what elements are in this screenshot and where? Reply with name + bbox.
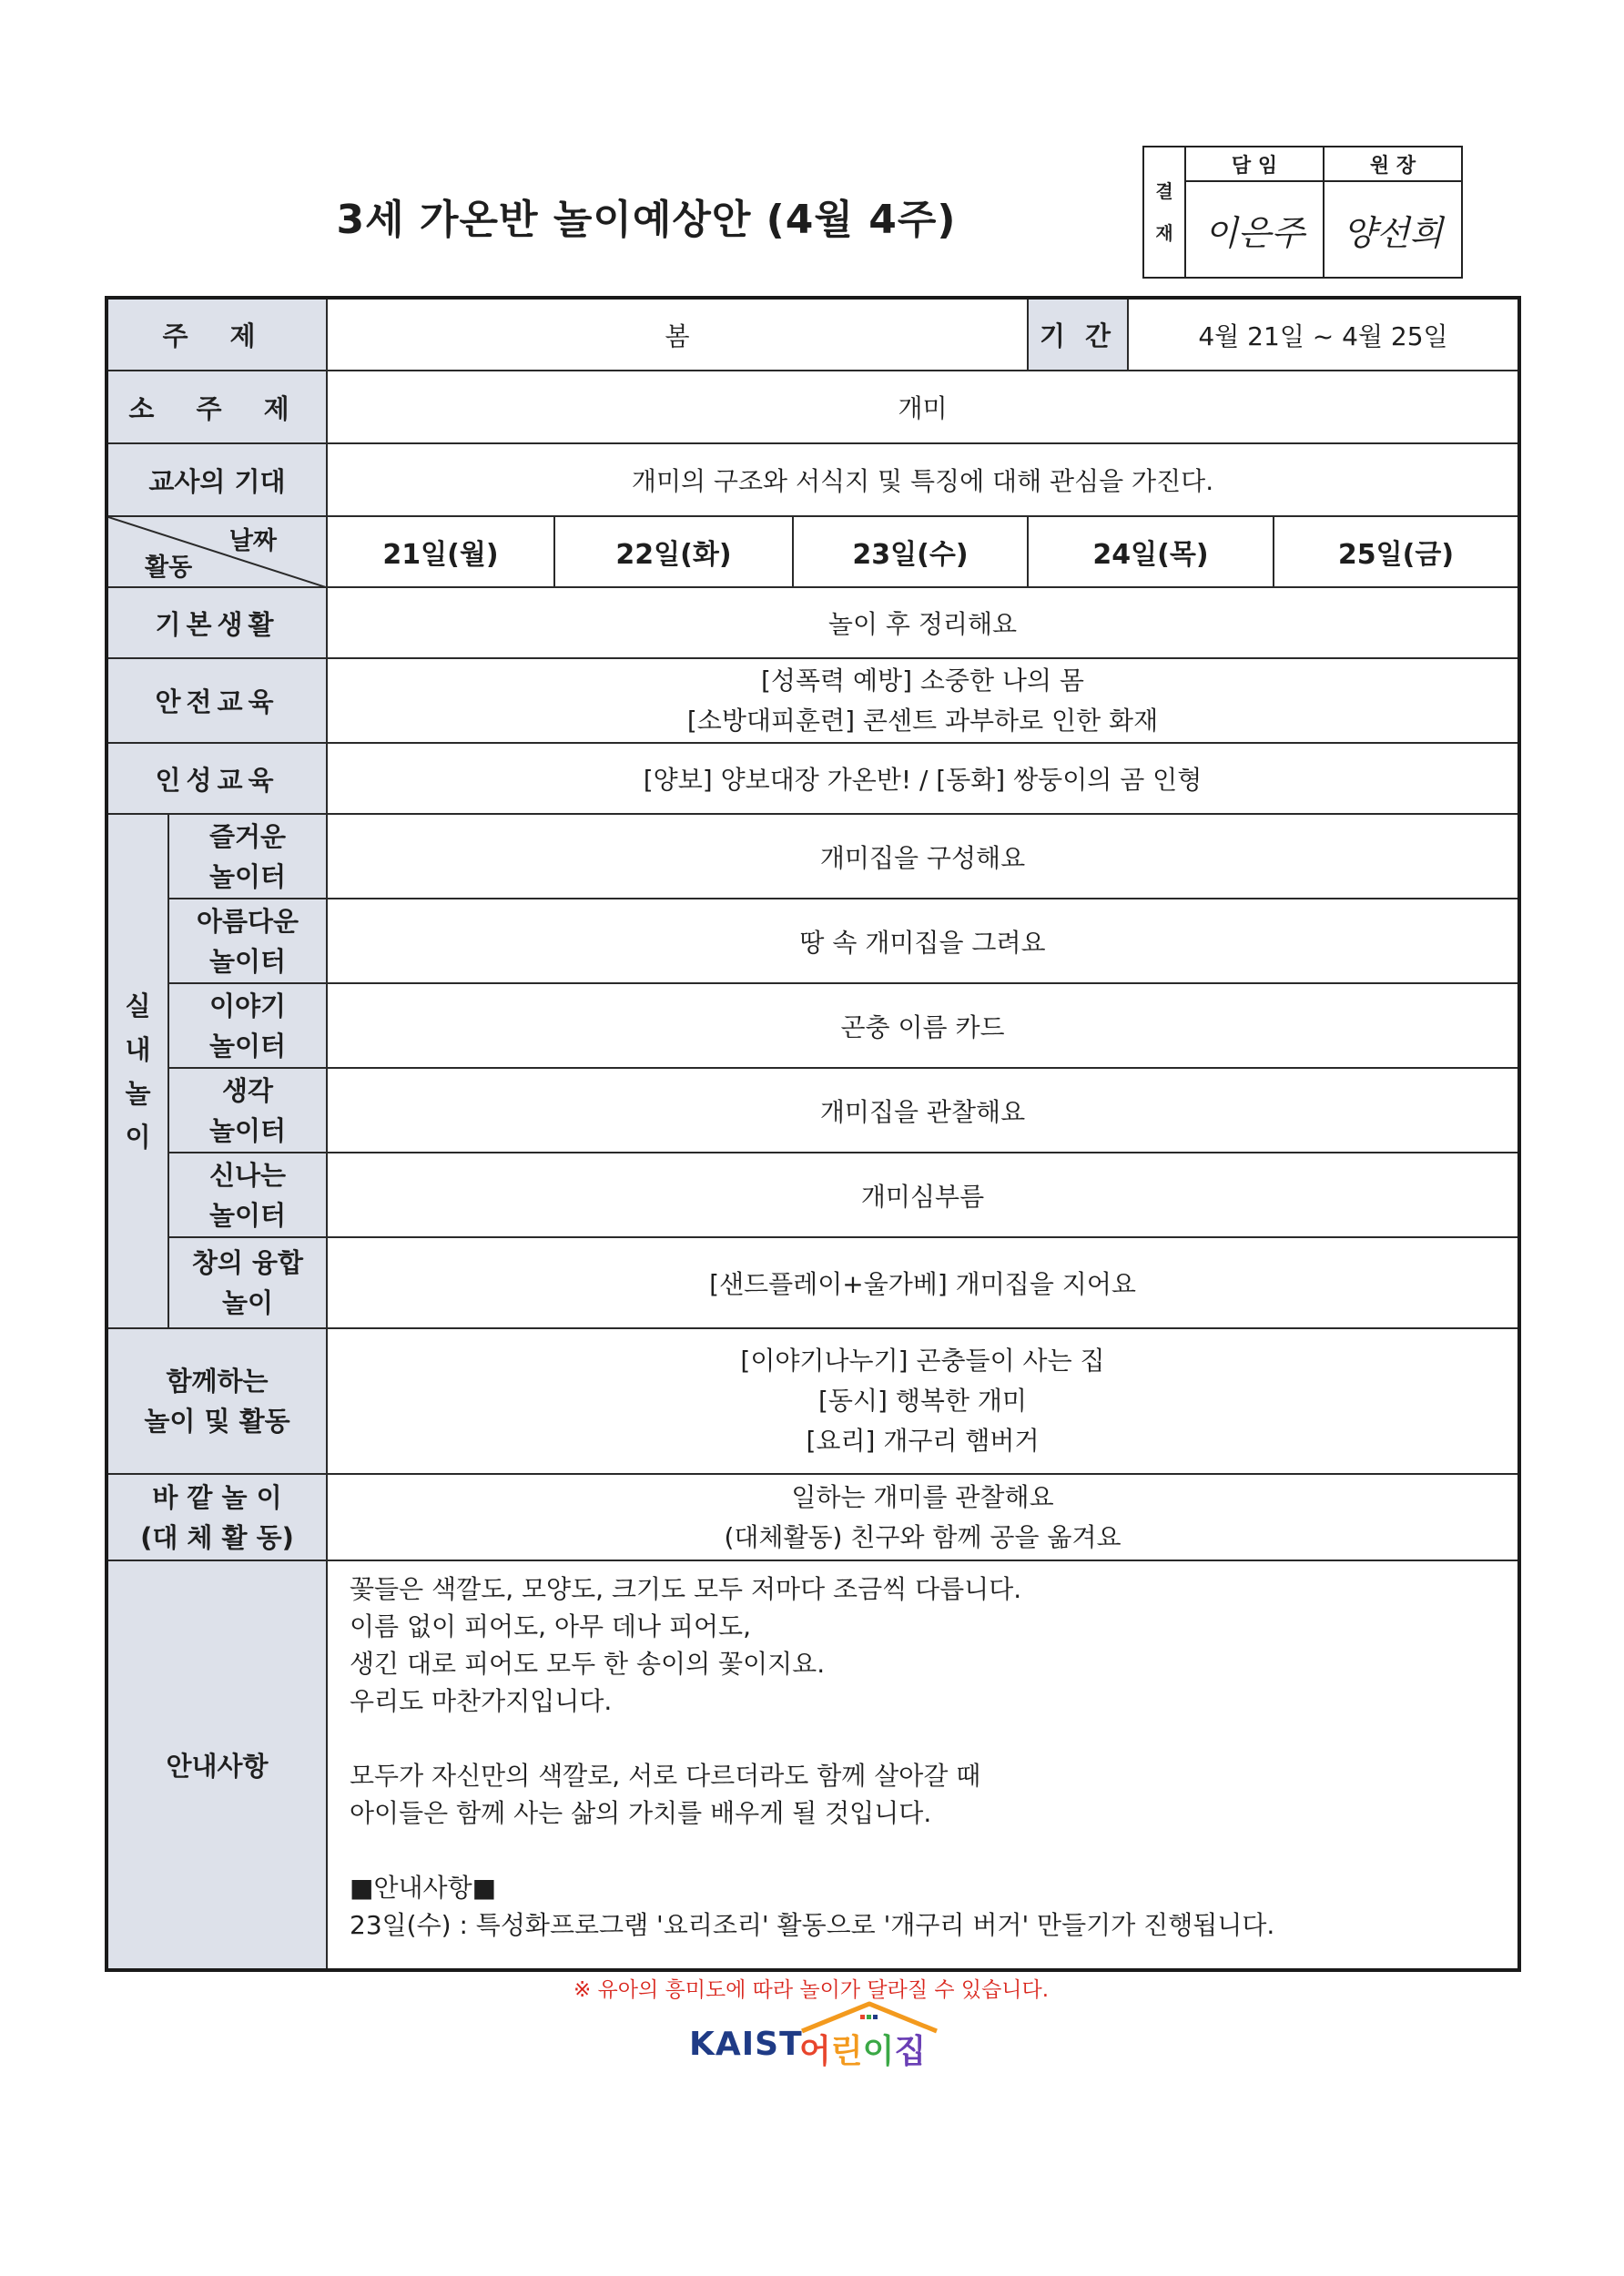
approval-side-label [1143, 147, 1185, 278]
indoor-zone-label [168, 899, 327, 983]
indoor-activity: 개미집을 구성해요 [327, 814, 1519, 899]
period-label: 기 간 [1028, 298, 1128, 371]
zone-line: 이야기 [208, 990, 287, 1021]
outdoor-line: (대체활동) 친구와 함께 공을 옮겨요 [724, 1521, 1122, 1552]
footnote: ※ 유아의 흥미도에 따라 놀이가 달라질 수 있습니다. [573, 1978, 1050, 2002]
indoor-activity: 땅 속 개미집을 그려요 [327, 899, 1519, 983]
together-row [107, 1328, 1519, 1474]
notice-line [350, 1720, 1496, 1757]
notice-line: 모두가 자신만의 색깔로, 서로 다르더라도 함께 살아갈 때 [350, 1761, 981, 1791]
approval-director-header: 원 장 [1324, 147, 1462, 181]
character-row [107, 743, 1519, 814]
indoor-label-char: 놀 [125, 1077, 151, 1109]
diagonal-line [108, 517, 329, 588]
logo-char: 집 [894, 2033, 927, 2070]
zone-line: 놀이 [221, 1287, 274, 1318]
notice-line: 꽃들은 색깔도, 모양도, 크기도 모두 저마다 조금씩 다릅니다. [350, 1574, 1022, 1604]
together-line: [요리] 개구리 햄버거 [806, 1426, 1040, 1456]
notice-line: 우리도 마찬가지입니다. [350, 1686, 613, 1716]
indoor-label-char: 이 [125, 1121, 151, 1153]
notice-line [350, 1832, 1496, 1869]
notice-line: 23일(수) : 특성화프로그램 '요리조리' 활동으로 '개구리 버거' 만들기가 진행됩니다. [350, 1910, 1275, 1940]
together-label [107, 1328, 327, 1474]
zone-line: 놀이터 [208, 1199, 287, 1231]
expectation-row [107, 443, 1519, 516]
teacher-signature: 이은주 [1185, 181, 1324, 278]
outdoor-label [107, 1474, 327, 1560]
subtheme-row [107, 371, 1519, 443]
basic-life-value: 놀이 후 정리해요 [327, 587, 1519, 658]
indoor-row-3 [107, 983, 1519, 1068]
indoor-zone-label [168, 814, 327, 899]
notice-row [107, 1560, 1519, 1970]
indoor-row-2 [107, 899, 1519, 983]
together-label-line: 놀이 및 활동 [144, 1406, 290, 1437]
indoor-row-6 [107, 1237, 1519, 1328]
indoor-zone-label [168, 1237, 327, 1328]
subtheme-label: 소 주 제 [107, 371, 327, 443]
expectation-label: 교사의 기대 [107, 443, 327, 516]
page-title: 3세 가온반 놀이예상안 (4월 4주) [336, 197, 957, 243]
approval-side-char-2: 재 [1155, 222, 1173, 244]
notice-label: 안내사항 [107, 1560, 327, 1970]
indoor-row-5 [107, 1153, 1519, 1237]
logo-text-en: KAIST [689, 2026, 803, 2063]
zone-line: 창의 융합 [191, 1247, 304, 1278]
safety-value [327, 658, 1519, 743]
outdoor-line: 일하는 개미를 관찰해요 [791, 1481, 1054, 1512]
notice-content [327, 1560, 1519, 1970]
outdoor-label-line: 바 깥 놀 이 [152, 1481, 282, 1513]
director-signature: 양선희 [1324, 181, 1462, 278]
indoor-activity: 개미심부름 [327, 1153, 1519, 1237]
approval-box [1142, 146, 1463, 279]
character-label: 인성교육 [107, 743, 327, 814]
zone-line: 생각 [221, 1074, 274, 1106]
indoor-row-4 [107, 1068, 1519, 1153]
indoor-zone-label [168, 1153, 327, 1237]
zone-line: 놀이터 [208, 1114, 287, 1146]
outdoor-row [107, 1474, 1519, 1560]
safety-line-2: [소방대피훈련] 콘센트 과부하로 인한 화재 [686, 705, 1159, 736]
indoor-activity: 개미집을 관찰해요 [327, 1068, 1519, 1153]
basic-life-row [107, 587, 1519, 658]
safety-line-1: [성폭력 예방] 소중한 나의 몸 [761, 665, 1084, 696]
logo-text-ko [799, 2026, 926, 2072]
indoor-activity: [샌드플레이+울가베] 개미집을 지어요 [327, 1237, 1519, 1328]
safety-label: 안전교육 [107, 658, 327, 743]
together-label-line: 함께하는 [166, 1366, 269, 1397]
activity-corner-label: 활동 [145, 554, 193, 582]
kaist-daycare-logo [683, 1998, 956, 2071]
logo-char: 린 [830, 2033, 863, 2070]
notice-line: 아이들은 함께 사는 삶의 가치를 배우게 될 것입니다. [350, 1798, 932, 1828]
together-value [327, 1328, 1519, 1474]
indoor-zone-label [168, 983, 327, 1068]
zone-line: 놀이터 [208, 1030, 287, 1062]
expectation-value: 개미의 구조와 서식지 및 특징에 대해 관심을 가진다. [327, 443, 1519, 516]
zone-line: 즐거운 [208, 820, 287, 852]
logo-char: 이 [862, 2033, 895, 2070]
zone-line: 아름다운 [196, 905, 299, 937]
date-row [107, 516, 1519, 587]
zone-line: 신나는 [208, 1159, 287, 1191]
outdoor-value [327, 1474, 1519, 1560]
approval-teacher-header: 담 임 [1185, 147, 1324, 181]
play-plan-table [105, 296, 1521, 1972]
period-value: 4월 21일 ~ 4월 25일 [1128, 298, 1519, 371]
day-friday: 25일(금) [1274, 516, 1519, 587]
date-corner-label: 날짜 [228, 527, 277, 555]
logo-char: 어 [799, 2033, 831, 2070]
zone-line: 놀이터 [208, 945, 287, 977]
zone-line: 놀이터 [208, 860, 287, 892]
indoor-row-1 [107, 814, 1519, 899]
indoor-label-char: 실 [125, 990, 151, 1021]
subtheme-value: 개미 [327, 371, 1519, 443]
notice-line: 생긴 대로 피어도 모두 한 송이의 꽃이지요. [350, 1649, 826, 1679]
approval-side-char-1: 결 [1155, 180, 1173, 202]
theme-row [107, 298, 1519, 371]
theme-label: 주 제 [107, 298, 327, 371]
day-thursday: 24일(목) [1028, 516, 1274, 587]
together-line: [동시] 행복한 개미 [818, 1386, 1027, 1416]
safety-row [107, 658, 1519, 743]
together-line: [이야기나누기] 곤충들이 사는 집 [740, 1346, 1105, 1376]
day-wednesday: 23일(수) [793, 516, 1028, 587]
basic-life-label: 기본생활 [107, 587, 327, 658]
day-tuesday: 22일(화) [554, 516, 793, 587]
outdoor-label-line: (대 체 활 동) [140, 1521, 294, 1553]
character-value: [양보] 양보대장 가온반! / [동화] 쌍둥이의 곰 인형 [327, 743, 1519, 814]
indoor-label-char: 내 [125, 1033, 151, 1065]
indoor-play-label [107, 814, 168, 1328]
notice-line: 이름 없이 피어도, 아무 데나 피어도, [350, 1611, 751, 1641]
theme-value: 봄 [327, 298, 1028, 371]
indoor-activity: 곤충 이름 카드 [327, 983, 1519, 1068]
indoor-zone-label [168, 1068, 327, 1153]
day-monday: 21일(월) [327, 516, 554, 587]
notice-line: ■안내사항■ [350, 1873, 497, 1903]
date-activity-corner [107, 516, 327, 587]
